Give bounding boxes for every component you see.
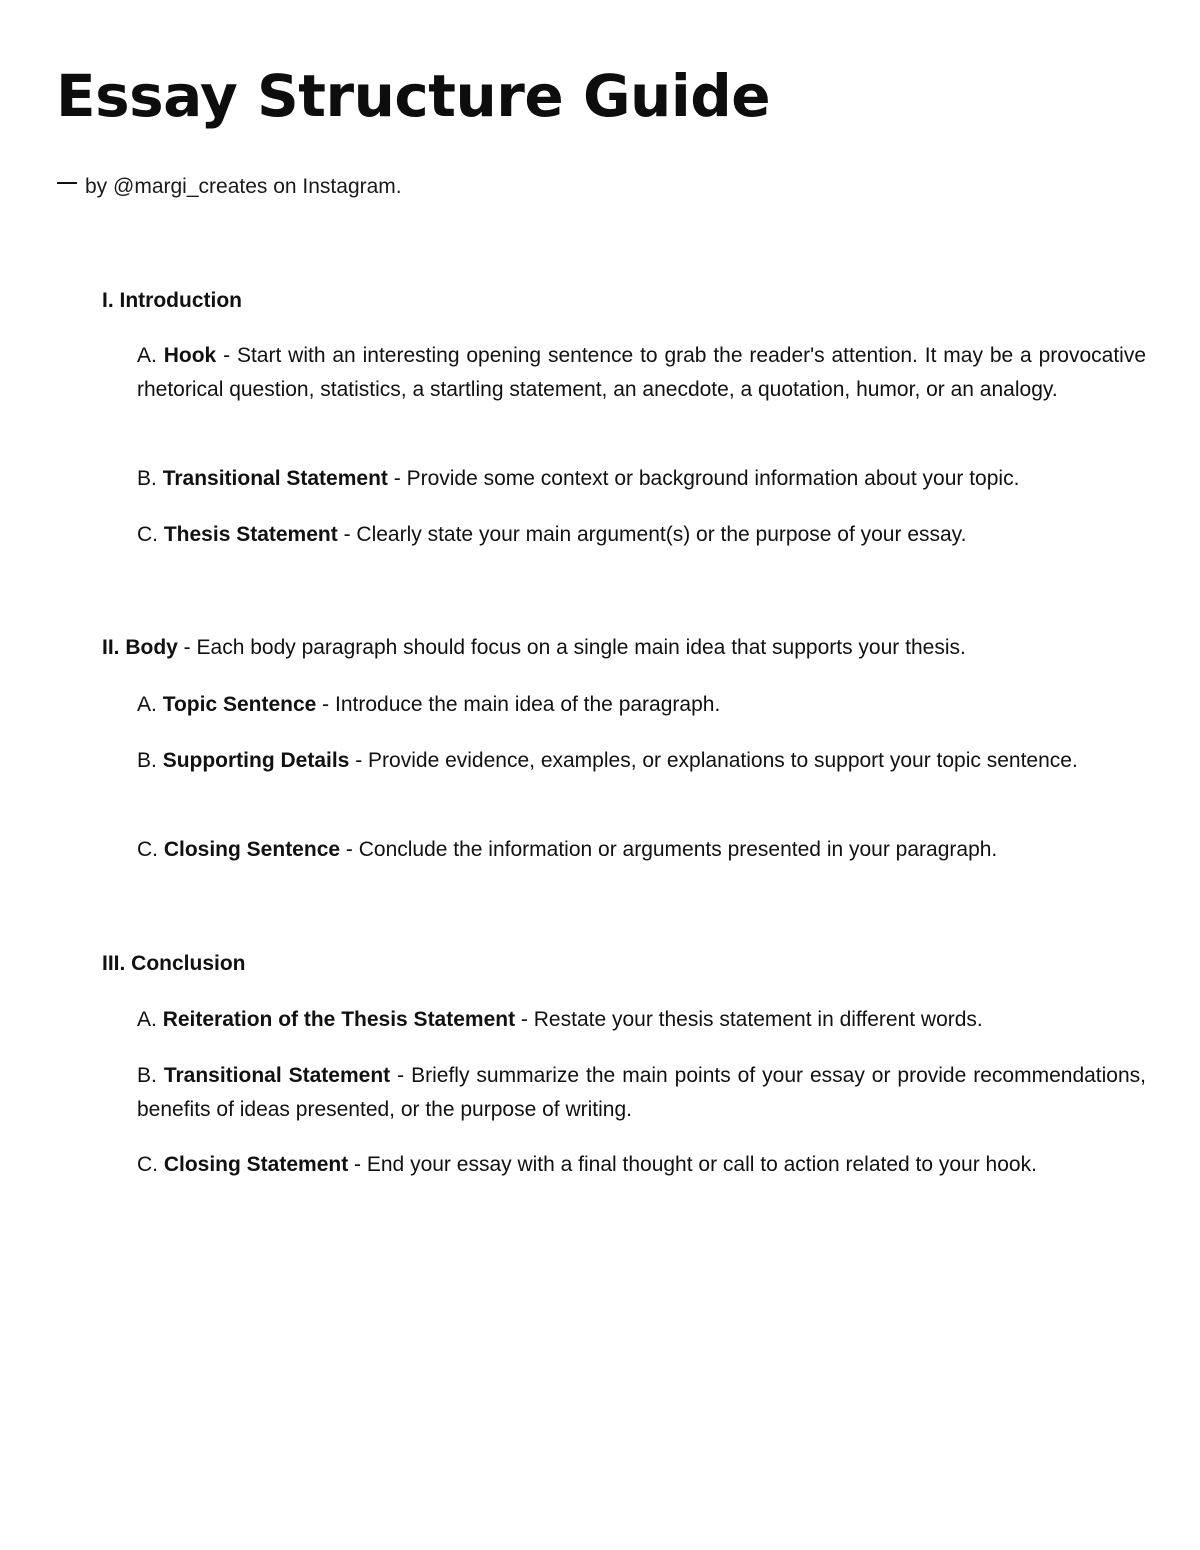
- item-term: Reiteration of the Thesis Statement: [162, 1008, 516, 1031]
- item-term: Thesis Statement: [163, 523, 338, 546]
- section-conclusion: [102, 949, 1146, 979]
- item-term: Hook: [163, 344, 217, 367]
- item-text: Restate your thesis statement in different words.: [533, 1008, 983, 1031]
- item-text: Provide evidence, examples, or explanations to support your topic sentence.: [368, 749, 1078, 772]
- section-heading: I. Introduction: [102, 289, 242, 312]
- list-item-reiteration: A. Reiteration of the Thesis Statement - Restate your thesis statement in different words.: [137, 1008, 983, 1031]
- item-term: Supporting Details: [162, 749, 350, 772]
- list-item-closing-sentence: C. Closing Sentence - Conclude the information or arguments presented in your paragraph.: [137, 838, 998, 861]
- em-dash-icon: [57, 182, 77, 184]
- byline-text: by @margi_creates on Instagram.: [85, 175, 402, 198]
- list-item-transitional-statement: B. Transitional Statement - Provide some context or background information about your topic.: [137, 467, 1020, 490]
- list-item-transitional-statement: B. Transitional Statement - Briefly summarize the main points of your essay or provide recommendations, benefits of ideas presented, or the purpose of writing.: [137, 1064, 1147, 1121]
- item-term: Transitional Statement: [162, 467, 388, 490]
- item-text: Conclude the information or arguments presented in your paragraph.: [358, 838, 998, 861]
- item-term: Closing Sentence: [163, 838, 341, 861]
- item-term: Transitional Statement: [163, 1064, 391, 1087]
- item-text: Clearly state your main argument(s) or the purpose of your essay.: [356, 523, 967, 546]
- item-text: Start with an interesting opening sentence to grab the reader's attention. It may be a provocative rhetorical question, statistics, a startling statement, an anecdote, a quotation, humor, or an analogy.: [137, 344, 1146, 401]
- section-body: [102, 633, 1146, 663]
- section-heading: III. Conclusion: [102, 952, 246, 975]
- item-text: Provide some context or background information about your topic.: [406, 467, 1020, 490]
- list-item-hook: A. Hook - Start with an interesting opening sentence to grab the reader's attention. It may be a provocative rhetorical question, statistics, a startling statement, an anecdote, a quotation, humor, or an analogy.: [137, 344, 1146, 401]
- item-text: End your essay with a final thought or call to action related to your hook.: [366, 1153, 1037, 1176]
- section-introduction: [102, 286, 1146, 316]
- list-item-supporting-details: B. Supporting Details - Provide evidence, examples, or explanations to support your topic sentence.: [137, 749, 1078, 772]
- item-text: Introduce the main idea of the paragraph.: [335, 693, 721, 716]
- list-item-topic-sentence: A. Topic Sentence - Introduce the main idea of the paragraph.: [137, 693, 721, 716]
- item-term: Topic Sentence: [162, 693, 317, 716]
- list-item-closing-statement: C. Closing Statement - End your essay with a final thought or call to action related to your hook.: [137, 1153, 1037, 1176]
- item-text: Briefly summarize the main points of your essay or provide recommendations, benefits of ideas presented, or the purpose of writing.: [137, 1064, 1147, 1121]
- section-heading: II. Body - Each body paragraph should focus on a single main idea that supports your thesis.: [102, 636, 966, 659]
- item-term: Closing Statement: [163, 1153, 349, 1176]
- list-item-thesis-statement: C. Thesis Statement - Clearly state your main argument(s) or the purpose of your essay.: [137, 523, 967, 546]
- page-title: Essay Structure Guide: [56, 62, 771, 130]
- byline: [57, 172, 402, 202]
